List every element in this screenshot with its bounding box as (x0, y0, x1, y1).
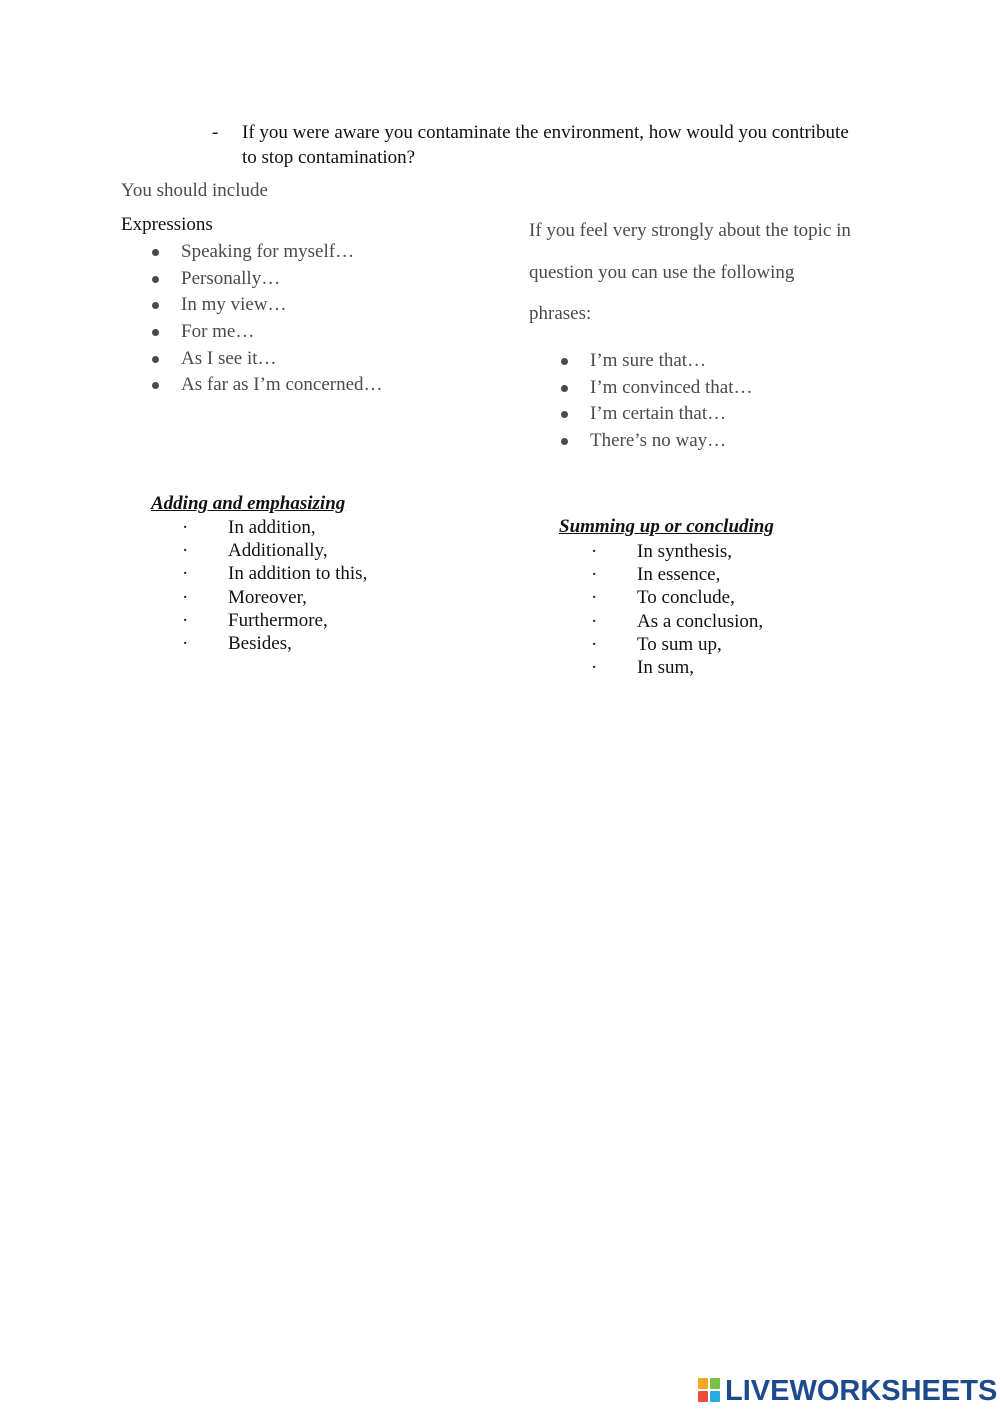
list-item: For me… (152, 319, 492, 346)
adding-list (182, 516, 482, 655)
list-item: · Furthermore, (182, 609, 328, 631)
mark-square (710, 1378, 720, 1389)
question-line-1: If you were aware you contaminate the environment, how would you contribute (242, 122, 849, 143)
liveworksheets-mark-icon (698, 1378, 722, 1404)
list-item: · In sum, (591, 656, 694, 678)
list-item: · Additionally, (182, 540, 328, 562)
mark-square (710, 1391, 720, 1402)
logo-text: LIVEWORKSHEETS (725, 1374, 998, 1407)
adding-section-title: Adding and emphasizing (151, 493, 346, 514)
bullet-dot-icon (561, 411, 568, 418)
list-item: As far as I’m concerned… (152, 372, 492, 399)
bullet-dot-icon (152, 356, 159, 363)
middle-dot-icon: · (182, 517, 189, 538)
list-item: · As a conclusion, (591, 610, 764, 632)
bullet-dot-icon (561, 385, 568, 392)
list-item: · To sum up, (591, 633, 722, 655)
list-item: · Moreover, (182, 586, 307, 608)
list-item: · To conclude, (591, 587, 735, 609)
intro-line: phrases: (529, 303, 592, 324)
middle-dot-icon: · (591, 633, 598, 655)
mark-square (698, 1391, 708, 1402)
bullet-dot-icon (152, 276, 159, 283)
middle-dot-icon: · (591, 587, 598, 609)
middle-dot-icon: · (182, 586, 189, 608)
list-item: I’m certain that… (561, 401, 901, 428)
include-label: You should include (121, 180, 268, 201)
bullet-dot-icon (561, 358, 568, 365)
middle-dot-icon: · (591, 564, 598, 586)
bullet-dot-icon (152, 249, 159, 256)
middle-dot-icon: · (591, 541, 598, 562)
list-item: I’m sure that… (561, 348, 901, 375)
intro-line: question you can use the following (529, 261, 795, 283)
question-dash: - (212, 122, 219, 143)
list-item: · In addition to this, (182, 563, 368, 585)
list-item: · Besides, (182, 632, 292, 654)
intro-line: If you feel very strongly about the topic in (529, 220, 851, 241)
summing-section-title: Summing up or concluding (559, 516, 774, 537)
expressions-heading: Expressions (121, 214, 213, 235)
strong-opinion-list (561, 348, 901, 455)
bullet-dot-icon (152, 329, 159, 336)
question-line-2: to stop contamination? (242, 147, 416, 168)
list-item: Personally… (152, 266, 492, 293)
expressions-list (152, 239, 492, 399)
strong-opinion-intro (529, 210, 909, 335)
list-item: Speaking for myself… (152, 239, 492, 266)
liveworksheets-logo (698, 1374, 997, 1408)
middle-dot-icon: · (591, 610, 598, 632)
list-item: As I see it… (152, 346, 492, 373)
summing-list (591, 540, 891, 679)
list-item: There’s no way… (561, 428, 901, 455)
middle-dot-icon: · (182, 632, 189, 654)
list-item: · In essence, (591, 564, 721, 586)
list-item: I’m convinced that… (561, 375, 901, 402)
middle-dot-icon: · (182, 563, 189, 585)
mark-square (698, 1378, 708, 1389)
list-item: · In addition, (182, 517, 316, 538)
middle-dot-icon: · (591, 656, 598, 678)
middle-dot-icon: · (182, 540, 189, 562)
question-text (242, 120, 902, 170)
list-item: · In synthesis, (591, 541, 732, 562)
middle-dot-icon: · (182, 609, 189, 631)
bullet-dot-icon (561, 438, 568, 445)
bullet-dot-icon (152, 302, 159, 309)
list-item: In my view… (152, 292, 492, 319)
bullet-dot-icon (152, 382, 159, 389)
